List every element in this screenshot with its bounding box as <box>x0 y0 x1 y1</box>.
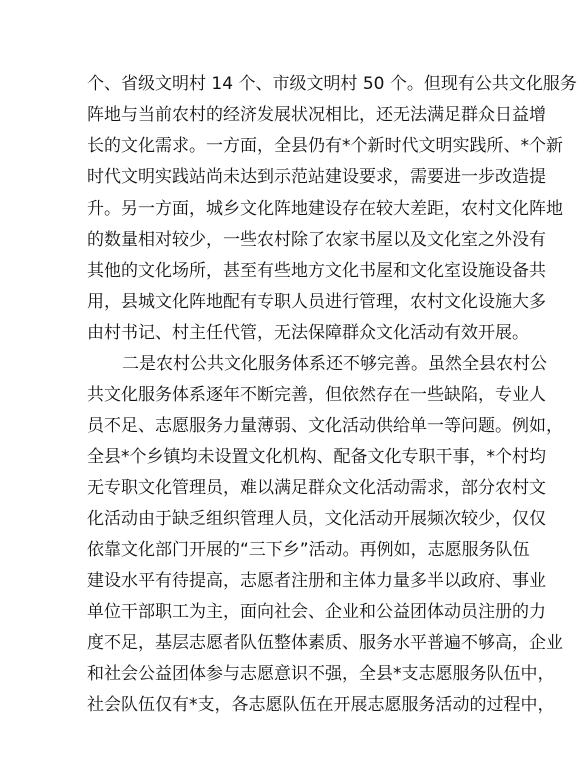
text-line: 全县*个乡镇均未设置文化机构、配备文化专职干事，*个村均 <box>87 447 546 467</box>
text-line: 和社会公益团体参与志愿意识不强，全县*支志愿服务队伍中， <box>87 664 555 684</box>
text-line: 长的文化需求。一方面，全县仍有*个新时代文明实践所、*个新 <box>87 136 563 156</box>
text-line: 度不足，基层志愿者队伍整体素质、服务水平普遍不够高，企业 <box>87 633 563 653</box>
text-line: 员不足、志愿服务力量薄弱、文化活动供给单一等问题。例如， <box>87 416 563 436</box>
text-line: 的数量相对较少，一些农村除了农家书屋以及文化室之外没有 <box>87 230 546 250</box>
text-line: 个、省级文明村 14 个、市级文明村 50 个。但现有公共文化服务 <box>87 74 577 94</box>
text-line: 建设水平有待提高，志愿者注册和主体力量多半以政府、事业 <box>87 571 546 591</box>
text-line: 无专职文化管理员，难以满足群众文化活动需求，部分农村文 <box>87 478 546 498</box>
text-line: 用，县城文化阵地配有专职人员进行管理，农村文化设施大多 <box>87 292 546 312</box>
text-line: 时代文明实践站尚未达到示范站建设要求，需要进一步改造提 <box>87 167 546 187</box>
text-line: 由村书记、村主任代管，无法保障群众文化活动有效开展。 <box>87 323 529 343</box>
text-line: 化活动由于缺乏组织管理人员，文化活动开展频次较少，仅仅 <box>87 509 546 529</box>
text-line: 共文化服务体系逐年不断完善，但依然存在一些缺陷，专业人 <box>87 385 546 405</box>
text-line: 依靠文化部门开展的“三下乡”活动。再例如，志愿服务队伍 <box>87 540 530 560</box>
text-line: 阵地与当前农村的经济发展状况相比，还无法满足群众日益增 <box>87 105 546 125</box>
text-line: 社会队伍仅有*支，各志愿队伍在开展志愿服务活动的过程中， <box>87 695 555 715</box>
text-line: 单位干部职工为主，面向社会、企业和公益团体动员注册的力 <box>87 602 546 622</box>
text-line: 升。另一方面，城乡文化阵地建设存在较大差距，农村文化阵地 <box>87 199 563 219</box>
paragraph-start-line: 二是农村公共文化服务体系还不够完善。虽然全县农村公 <box>122 354 547 374</box>
text-line: 其他的文化场所，甚至有些地方文化书屋和文化室设施设备共 <box>87 261 546 281</box>
